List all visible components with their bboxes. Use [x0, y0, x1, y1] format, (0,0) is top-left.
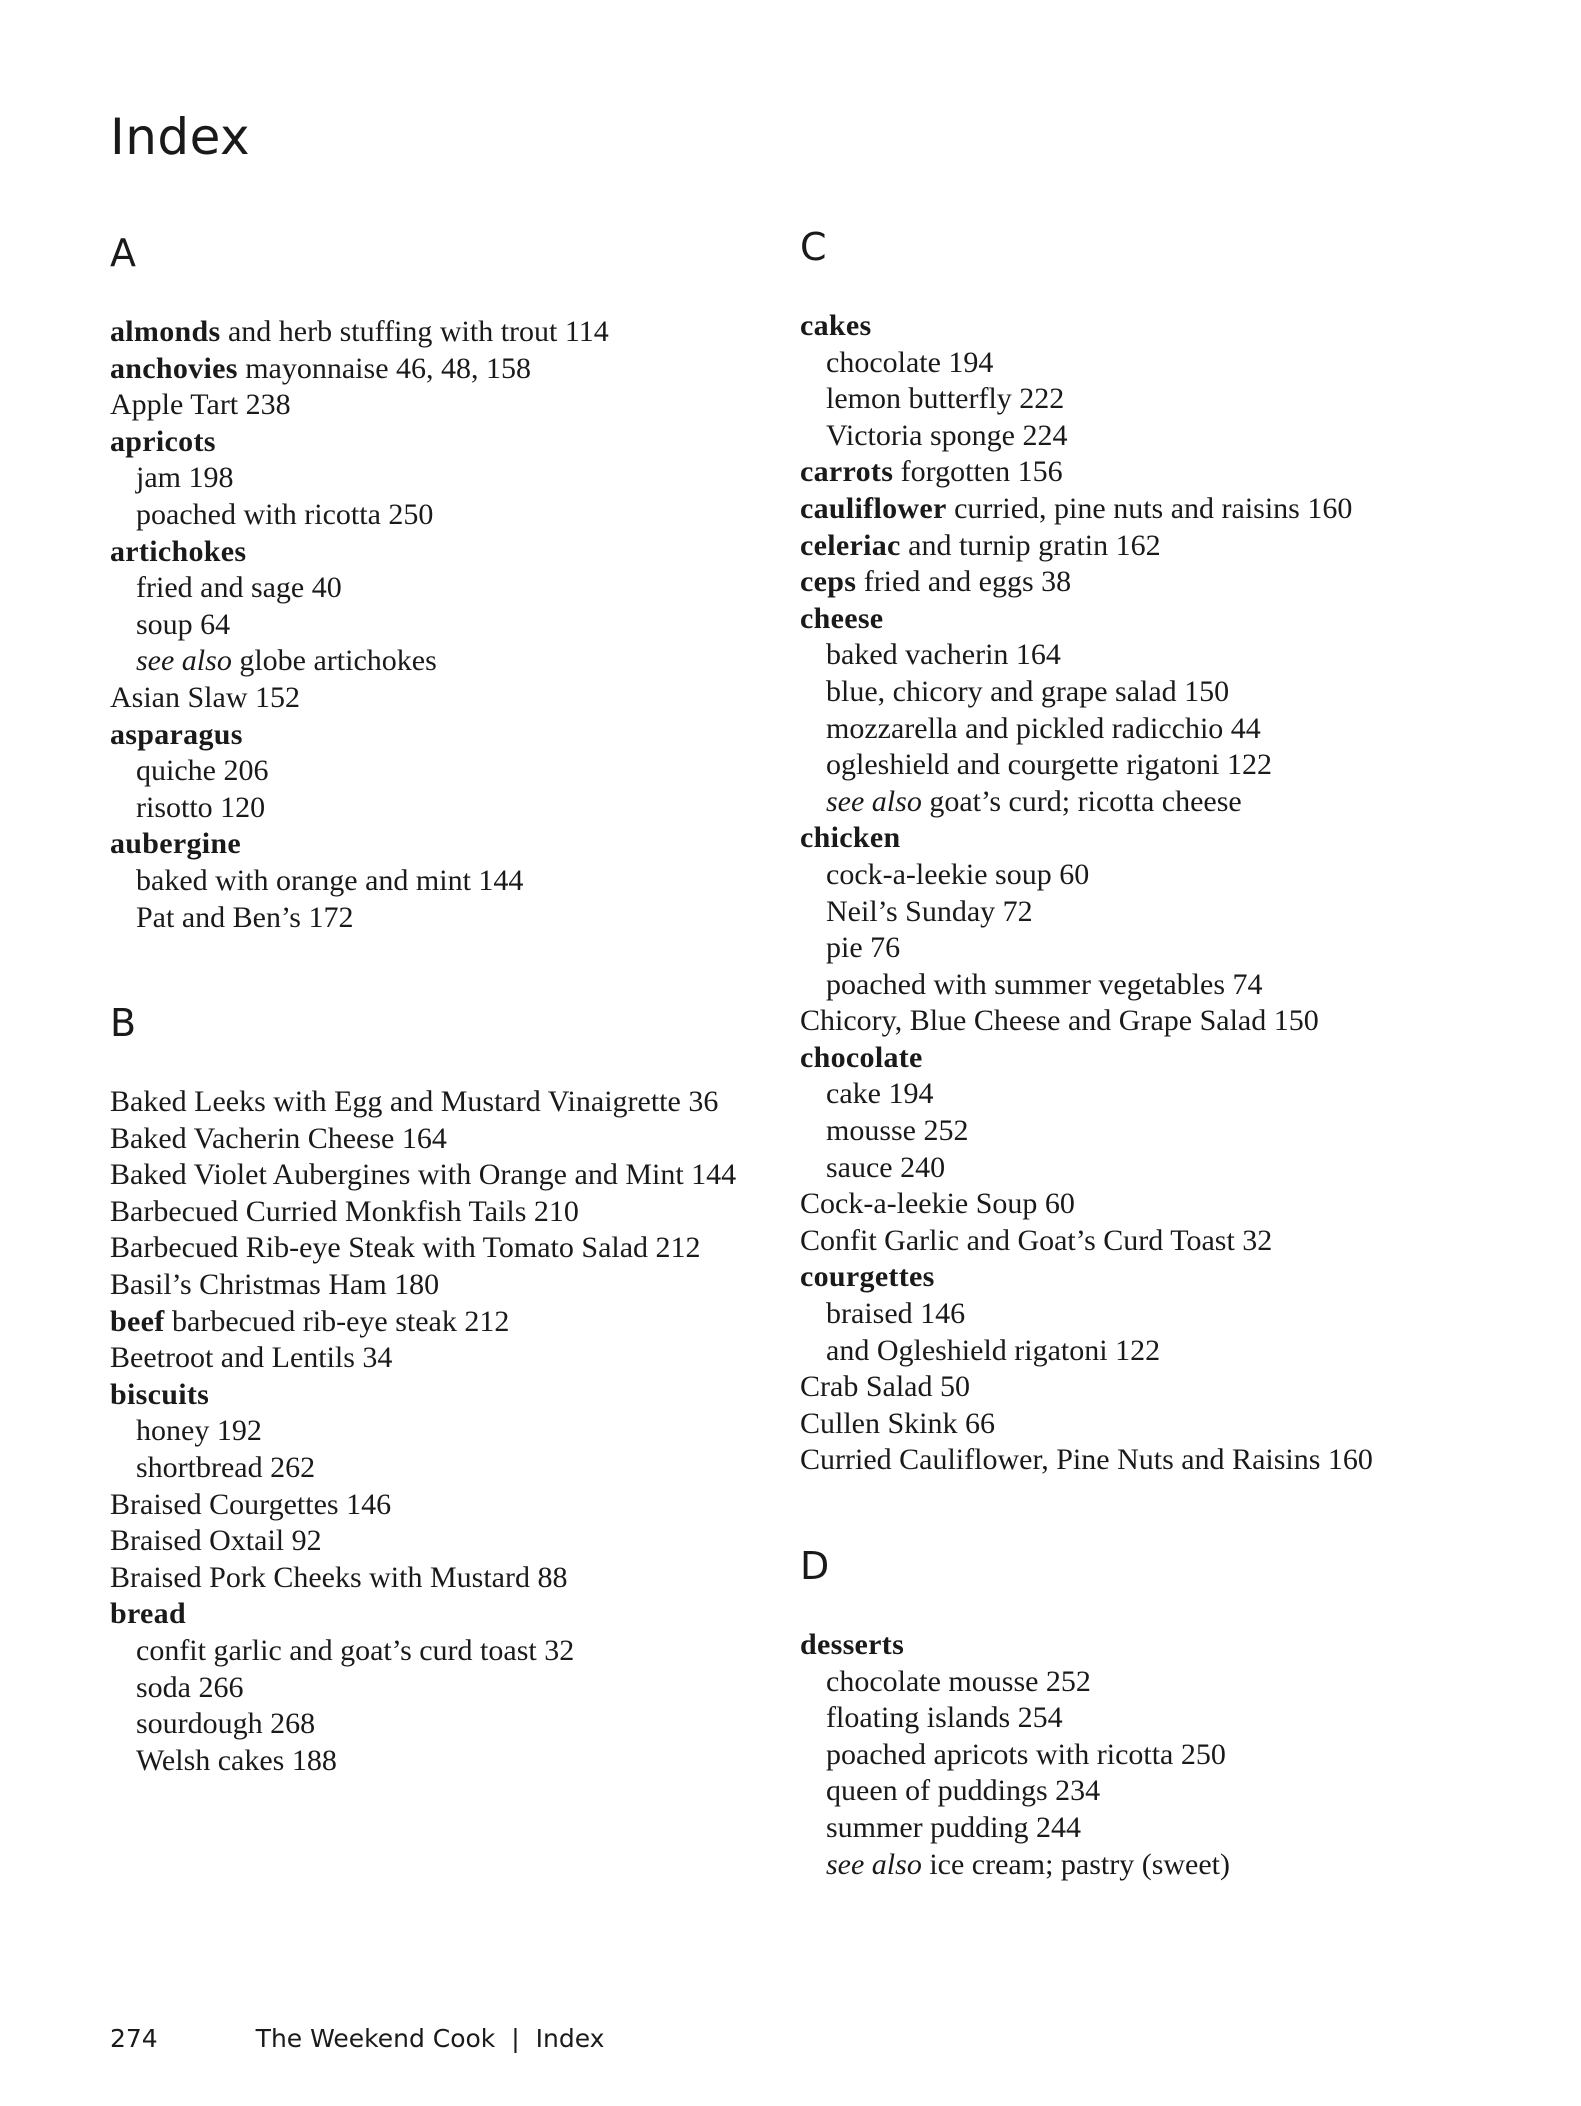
entry-text: and Ogleshield rigatoni 122 [826, 1333, 1161, 1367]
entry-text: lemon butterfly 222 [826, 382, 1065, 416]
index-entry [110, 1121, 810, 1158]
index-entry [110, 717, 810, 754]
index-subentry [110, 570, 810, 607]
entry-text: summer pudding 244 [826, 1810, 1081, 1844]
index-subentry [800, 930, 1500, 967]
entry-text: cock-a-leekie soup 60 [826, 857, 1090, 891]
entry-text: Baked Violet Aubergines with Orange and Mint 144 [110, 1158, 737, 1192]
index-entry [110, 826, 810, 863]
index-entry [110, 1230, 810, 1267]
index-subentry [800, 1076, 1500, 1113]
entry-text: Asian Slaw 152 [110, 680, 300, 714]
entry-text: Crab Salad 50 [800, 1370, 970, 1404]
index-entry [110, 1084, 810, 1121]
entry-heading: cauliflower [800, 491, 947, 525]
entry-text: mousse 252 [826, 1114, 969, 1148]
entry-text: Confit Garlic and Goat’s Curd Toast 32 [800, 1223, 1273, 1257]
index-entry [110, 680, 810, 717]
entry-text: and herb stuffing with trout 114 [220, 315, 609, 348]
index-column-left [110, 226, 810, 1839]
index-subentry [800, 894, 1500, 931]
index-subentry [110, 497, 810, 534]
index-entry [800, 601, 1500, 638]
entry-text: barbecued rib-eye steak 212 [164, 1304, 510, 1338]
index-subentry [800, 674, 1500, 711]
footer-separator: | [511, 2024, 520, 2053]
entry-text: poached with ricotta 250 [136, 497, 434, 531]
entry-text: mayonnaise 46, 48, 158 [237, 351, 532, 385]
entry-text: risotto 120 [136, 790, 266, 824]
entry-text: Cock-a-leekie Soup 60 [800, 1187, 1075, 1221]
entry-text: poached apricots with ricotta 250 [826, 1737, 1226, 1771]
index-subentry [800, 1664, 1500, 1701]
index-subentry [110, 900, 810, 937]
section-letter: D [800, 1544, 830, 1588]
index-entry [110, 1340, 810, 1377]
index-subentry [110, 1706, 810, 1743]
entry-text: jam 198 [136, 461, 234, 495]
entry-heading: aubergine [110, 827, 242, 861]
entry-heading: bread [110, 1597, 186, 1631]
entry-text: honey 192 [136, 1414, 262, 1448]
index-entry [110, 1523, 810, 1560]
index-subentry [800, 1773, 1500, 1810]
index-entry [800, 1186, 1500, 1223]
index-entry [110, 351, 810, 388]
entry-heading: cakes [800, 309, 872, 342]
page-number: 274 [110, 2024, 158, 2053]
index-subentry [800, 1296, 1500, 1333]
entry-text: Welsh cakes 188 [136, 1743, 337, 1777]
entry-text: goat’s curd; ricotta cheese [921, 784, 1242, 818]
index-entry [110, 1194, 810, 1231]
page-title: Index [110, 108, 251, 166]
index-column-right [800, 220, 1500, 1943]
entry-heading: almonds [110, 315, 221, 348]
entry-heading: cheese [800, 601, 884, 635]
section-letter: C [800, 225, 827, 269]
entry-text: baked with orange and mint 144 [136, 863, 524, 897]
index-section-b [110, 996, 810, 1779]
index-entry [110, 314, 810, 351]
entry-text: Beetroot and Lentils 34 [110, 1341, 393, 1375]
index-subentry [110, 1743, 810, 1780]
section-letter: B [110, 1001, 137, 1046]
entry-text: blue, chicory and grape salad 150 [826, 674, 1230, 708]
footer-section: Index [535, 2024, 605, 2053]
section-letter: A [110, 231, 136, 275]
entry-text: Pat and Ben’s 172 [136, 900, 354, 934]
entry-text: baked vacherin 164 [826, 638, 1061, 672]
index-entry [800, 1003, 1500, 1040]
book-title: The Weekend Cook [255, 2024, 496, 2053]
entry-text: floating islands 254 [826, 1701, 1063, 1735]
see-also-label: see also [136, 644, 232, 678]
entry-text: fried and sage 40 [136, 571, 342, 605]
entry-text: forgotten 156 [893, 455, 1063, 489]
index-subentry [110, 790, 810, 827]
index-subentry [800, 1847, 1500, 1884]
index-entry [800, 820, 1500, 857]
index-subentry [800, 637, 1500, 674]
index-entry [110, 534, 810, 571]
entry-text: Apple Tart 238 [110, 388, 291, 422]
entry-text: shortbread 262 [136, 1451, 316, 1485]
index-entry [800, 454, 1500, 491]
entry-heading: desserts [800, 1628, 905, 1661]
index-entry [110, 1487, 810, 1524]
entry-heading: artichokes [110, 534, 247, 568]
index-subentry [110, 607, 810, 644]
entry-text: mozzarella and pickled radicchio 44 [826, 711, 1261, 745]
index-subentry [800, 1810, 1500, 1847]
entry-heading: courgettes [800, 1260, 935, 1294]
entry-heading: apricots [110, 424, 216, 458]
entry-text: Braised Pork Cheeks with Mustard 88 [110, 1560, 568, 1594]
entry-heading: biscuits [110, 1377, 210, 1411]
entry-text: Baked Leeks with Egg and Mustard Vinaigrette 36 [110, 1085, 719, 1119]
entry-text: globe artichokes [231, 644, 437, 678]
entry-list [800, 1627, 1500, 1883]
entry-text: sauce 240 [826, 1150, 946, 1184]
index-entry [110, 1157, 810, 1194]
entry-list [110, 314, 810, 936]
entry-text: confit garlic and goat’s curd toast 32 [136, 1634, 575, 1667]
entry-text: Baked Vacherin Cheese 164 [110, 1121, 447, 1155]
index-entry [110, 1267, 810, 1304]
index-subentry [110, 1450, 810, 1487]
index-entry [110, 424, 810, 461]
index-entry [800, 1406, 1500, 1443]
entry-list [110, 1084, 810, 1779]
index-entry [110, 1560, 810, 1597]
entry-text: cake 194 [826, 1077, 934, 1111]
entry-heading: beef [110, 1304, 165, 1338]
index-subentry [110, 1633, 810, 1670]
index-subentry [800, 345, 1500, 382]
entry-text: chocolate 194 [826, 345, 994, 379]
index-entry [800, 308, 1500, 345]
entry-text: Barbecued Rib-eye Steak with Tomato Salad 212 [110, 1231, 701, 1265]
entry-text: Basil’s Christmas Ham 180 [110, 1268, 440, 1302]
entry-heading: chicken [800, 821, 901, 855]
index-subentry [110, 1670, 810, 1707]
index-subentry [800, 381, 1500, 418]
entry-text: quiche 206 [136, 754, 269, 788]
index-subentry [800, 1737, 1500, 1774]
entry-text: curried, pine nuts and raisins 160 [946, 491, 1353, 525]
entry-heading: ceps [800, 565, 857, 599]
index-section-c [800, 220, 1500, 1479]
index-subentry [800, 857, 1500, 894]
entry-text: Curried Cauliflower, Pine Nuts and Raisins 160 [800, 1443, 1373, 1477]
index-subentry [800, 1333, 1500, 1370]
entry-heading: chocolate [800, 1040, 923, 1074]
index-subentry [110, 753, 810, 790]
entry-text: Barbecued Curried Monkfish Tails 210 [110, 1194, 579, 1228]
index-entry [800, 1627, 1500, 1664]
index-entry [110, 1596, 810, 1633]
index-subentry [110, 863, 810, 900]
index-subentry [110, 460, 810, 497]
entry-text: chocolate mousse 252 [826, 1664, 1091, 1698]
entry-text: braised 146 [826, 1297, 966, 1331]
entry-text: sourdough 268 [136, 1707, 316, 1741]
index-entry [110, 387, 810, 424]
index-section-a [110, 226, 810, 936]
index-subentry [800, 1150, 1500, 1187]
index-subentry [800, 747, 1500, 784]
entry-text: pie 76 [826, 931, 901, 965]
entry-text: Braised Oxtail 92 [110, 1524, 322, 1558]
entry-list [800, 308, 1500, 1479]
index-entry [800, 1369, 1500, 1406]
entry-text: and turnip gratin 162 [900, 528, 1161, 562]
entry-text: Victoria sponge 224 [826, 418, 1068, 452]
index-entry [800, 1040, 1500, 1077]
entry-heading: anchovies [110, 351, 238, 385]
entry-text: Chicory, Blue Cheese and Grape Salad 150 [800, 1004, 1319, 1038]
see-also-label: see also [826, 784, 922, 818]
index-subentry [800, 967, 1500, 1004]
index-entry [800, 528, 1500, 565]
entry-text: soda 266 [136, 1670, 244, 1704]
index-entry [800, 1223, 1500, 1260]
index-subentry [800, 418, 1500, 455]
entry-text: Braised Courgettes 146 [110, 1487, 392, 1521]
index-section-d [800, 1539, 1500, 1883]
entry-text: queen of puddings 234 [826, 1774, 1101, 1808]
index-entry [800, 491, 1500, 528]
entry-text: poached with summer vegetables 74 [826, 967, 1263, 1001]
entry-heading: celeriac [800, 528, 901, 562]
entry-text: soup 64 [136, 607, 231, 641]
index-entry [800, 1442, 1500, 1479]
entry-text: Cullen Skink 66 [800, 1406, 996, 1440]
index-entry [110, 1377, 810, 1414]
index-subentry [800, 1113, 1500, 1150]
index-subentry [800, 1700, 1500, 1737]
index-entry [800, 564, 1500, 601]
index-subentry [110, 643, 810, 680]
see-also-label: see also [826, 1847, 922, 1881]
entry-text: fried and eggs 38 [856, 565, 1072, 599]
index-entry [800, 1259, 1500, 1296]
entry-text: ice cream; pastry (sweet) [921, 1847, 1231, 1881]
index-entry [110, 1304, 810, 1341]
page-footer [110, 2024, 604, 2053]
index-subentry [110, 1413, 810, 1450]
entry-heading: carrots [800, 455, 894, 489]
entry-heading: asparagus [110, 717, 243, 751]
entry-text: Neil’s Sunday 72 [826, 894, 1033, 928]
entry-text: ogleshield and courgette rigatoni 122 [826, 748, 1273, 782]
index-subentry [800, 711, 1500, 748]
index-subentry [800, 784, 1500, 821]
